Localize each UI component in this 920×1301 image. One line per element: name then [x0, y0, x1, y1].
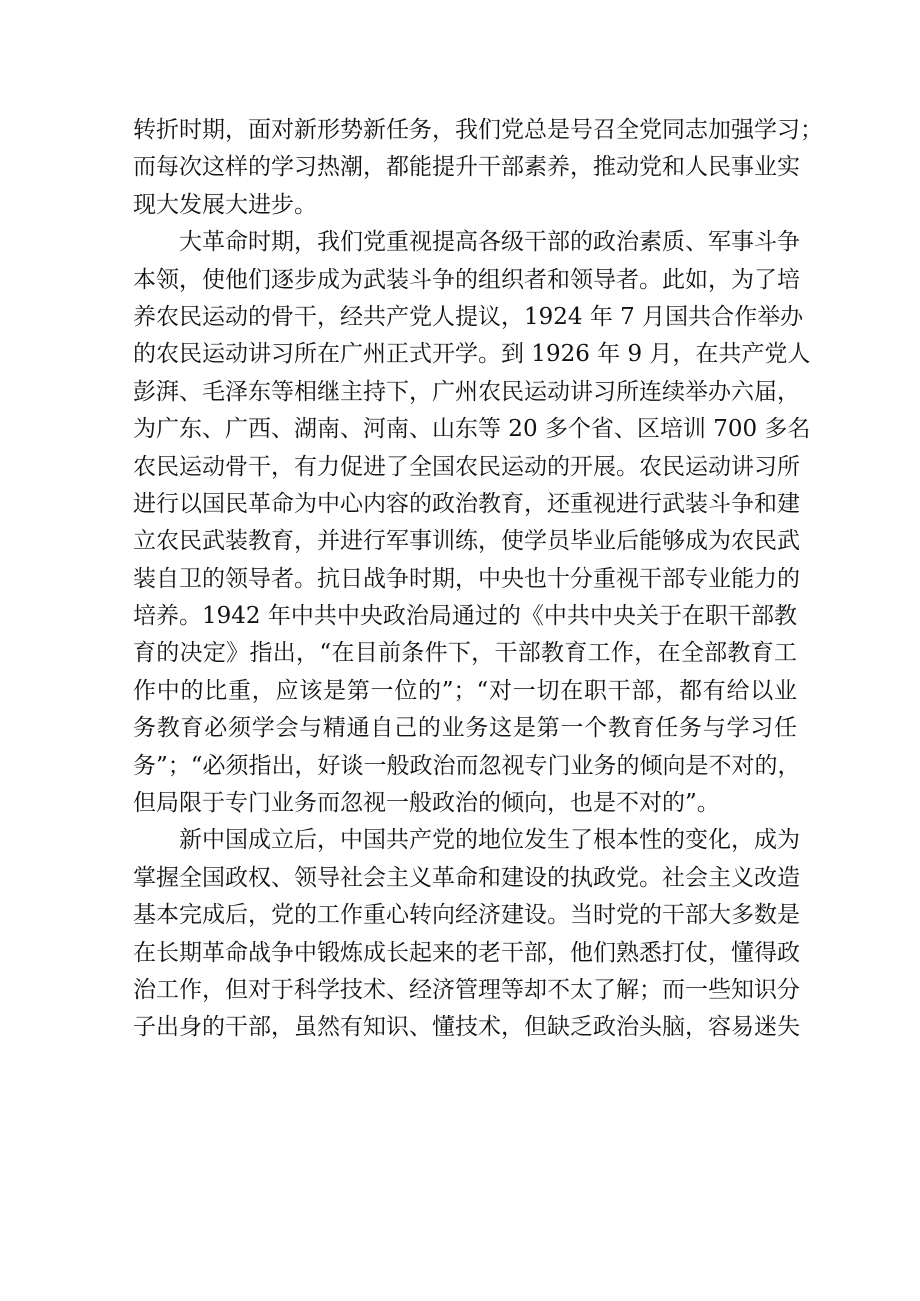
text-line: 掌握全国政权、领导社会主义革命和建设的执政党。社会主义改造	[133, 864, 800, 891]
text-line: 为广东、广西、湖南、河南、山东等 20 多个省、区培训 700 多名	[133, 416, 811, 443]
text-line: 装自卫的领导者。抗日战争时期，中央也十分重视干部专业能力的	[133, 565, 800, 592]
text-line: 进行以国民革命为中心内容的政治教育，还重视进行武装斗争和建	[133, 490, 800, 517]
text-line: 但局限于专门业务而忽视一般政治的倾向，也是不对的”。	[133, 790, 720, 817]
text-line: 大革命时期，我们党重视提高各级干部的政治素质、军事斗争	[179, 229, 800, 256]
paragraph	[133, 224, 811, 822]
text-line: 育的决定》指出，“在目前条件下，干部教育工作，在全部教育工	[133, 640, 797, 667]
text-line: 治工作，但对于科学技术、经济管理等却不太了解；而一些知识分	[133, 976, 800, 1003]
text-line: 而每次这样的学习热潮，都能提升干部素养，推动党和人民事业实	[133, 154, 800, 181]
text-line: 作中的比重，应该是第一位的”；“对一切在职干部，都有给以业	[133, 677, 797, 704]
text-line: 农民运动骨干，有力促进了全国农民运动的开展。农民运动讲习所	[133, 453, 800, 480]
document-body	[133, 112, 823, 1047]
paragraph	[133, 822, 800, 1046]
text-line: 的农民运动讲习所在广州正式开学。到 1926 年 9 月，在共产党人	[133, 341, 811, 368]
text-line: 在长期革命战争中锻炼成长起来的老干部，他们熟悉打仗，懂得政	[133, 939, 800, 966]
text-line: 转折时期，面对新形势新任务，我们党总是号召全党同志加强学习；	[133, 117, 823, 143]
text-line: 养农民运动的骨干，经共产党人提议，1924 年 7 月国共合作举办	[133, 303, 804, 330]
text-line: 务”；“必须指出，好谈一般政治而忽视专门业务的倾向是不对的，	[133, 752, 801, 779]
text-line: 立农民武装教育，并进行军事训练，使学员毕业后能够成为农民武	[133, 528, 800, 555]
text-line: 基本完成后，党的工作重心转向经济建设。当时党的干部大多数是	[133, 902, 800, 929]
text-line: 本领，使他们逐步成为武装斗争的组织者和领导者。此如，为了培	[133, 266, 800, 293]
text-line: 培养。1942 年中共中央政治局通过的《中共中央关于在职干部教	[133, 603, 797, 630]
paragraph	[133, 112, 823, 224]
text-line: 新中国成立后，中国共产党的地位发生了根本性的变化，成为	[179, 827, 800, 854]
text-line: 子出身的干部，虽然有知识、懂技术，但缺乏政治头脑，容易迷失	[133, 1014, 800, 1041]
text-line: 现大发展大进步。	[133, 191, 317, 218]
text-line: 务教育必须学会与精通自己的业务这是第一个教育任务与学习任	[133, 715, 797, 742]
text-line: 彭湃、毛泽东等相继主持下，广州农民运动讲习所连续举办六届，	[133, 378, 800, 405]
